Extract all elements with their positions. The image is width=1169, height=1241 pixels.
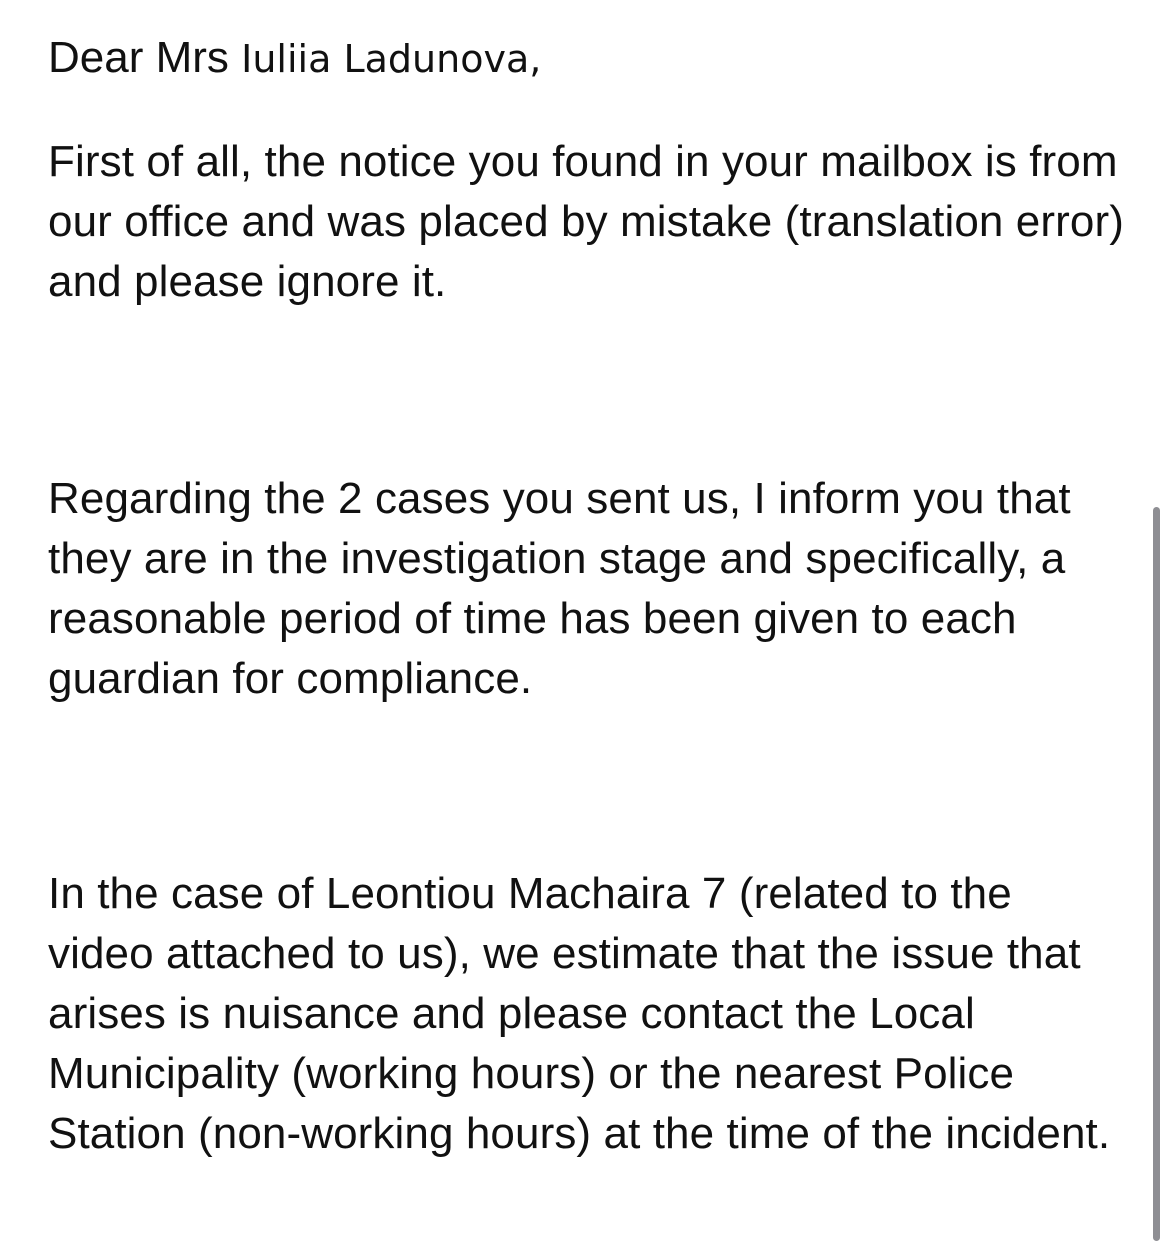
paragraph-leontiou-case: In the case of Leontiou Machaira 7 (related to the video attached to us), we estimate that the issue that arises is nuisance and please contact the Local Municipality (working hours) or the nearest Police Station (non-working hours) at the time of the incident.	[48, 869, 1111, 1158]
recipient-name: Iuliia Ladunova,	[241, 37, 542, 81]
paragraph-notice: First of all, the notice you found in your mailbox is from our office and was placed by mistake (translation error) and please ignore it.	[48, 137, 1124, 306]
paragraph-cases: Regarding the 2 cases you sent us, I inform you that they are in the investigation stage and specifically, a reasonable period of time has been given to each guardian for compliance.	[48, 474, 1071, 703]
vertical-scrollbar[interactable]	[1153, 507, 1160, 1241]
salutation: Dear Mrs	[48, 33, 229, 82]
email-greeting	[48, 28, 541, 89]
